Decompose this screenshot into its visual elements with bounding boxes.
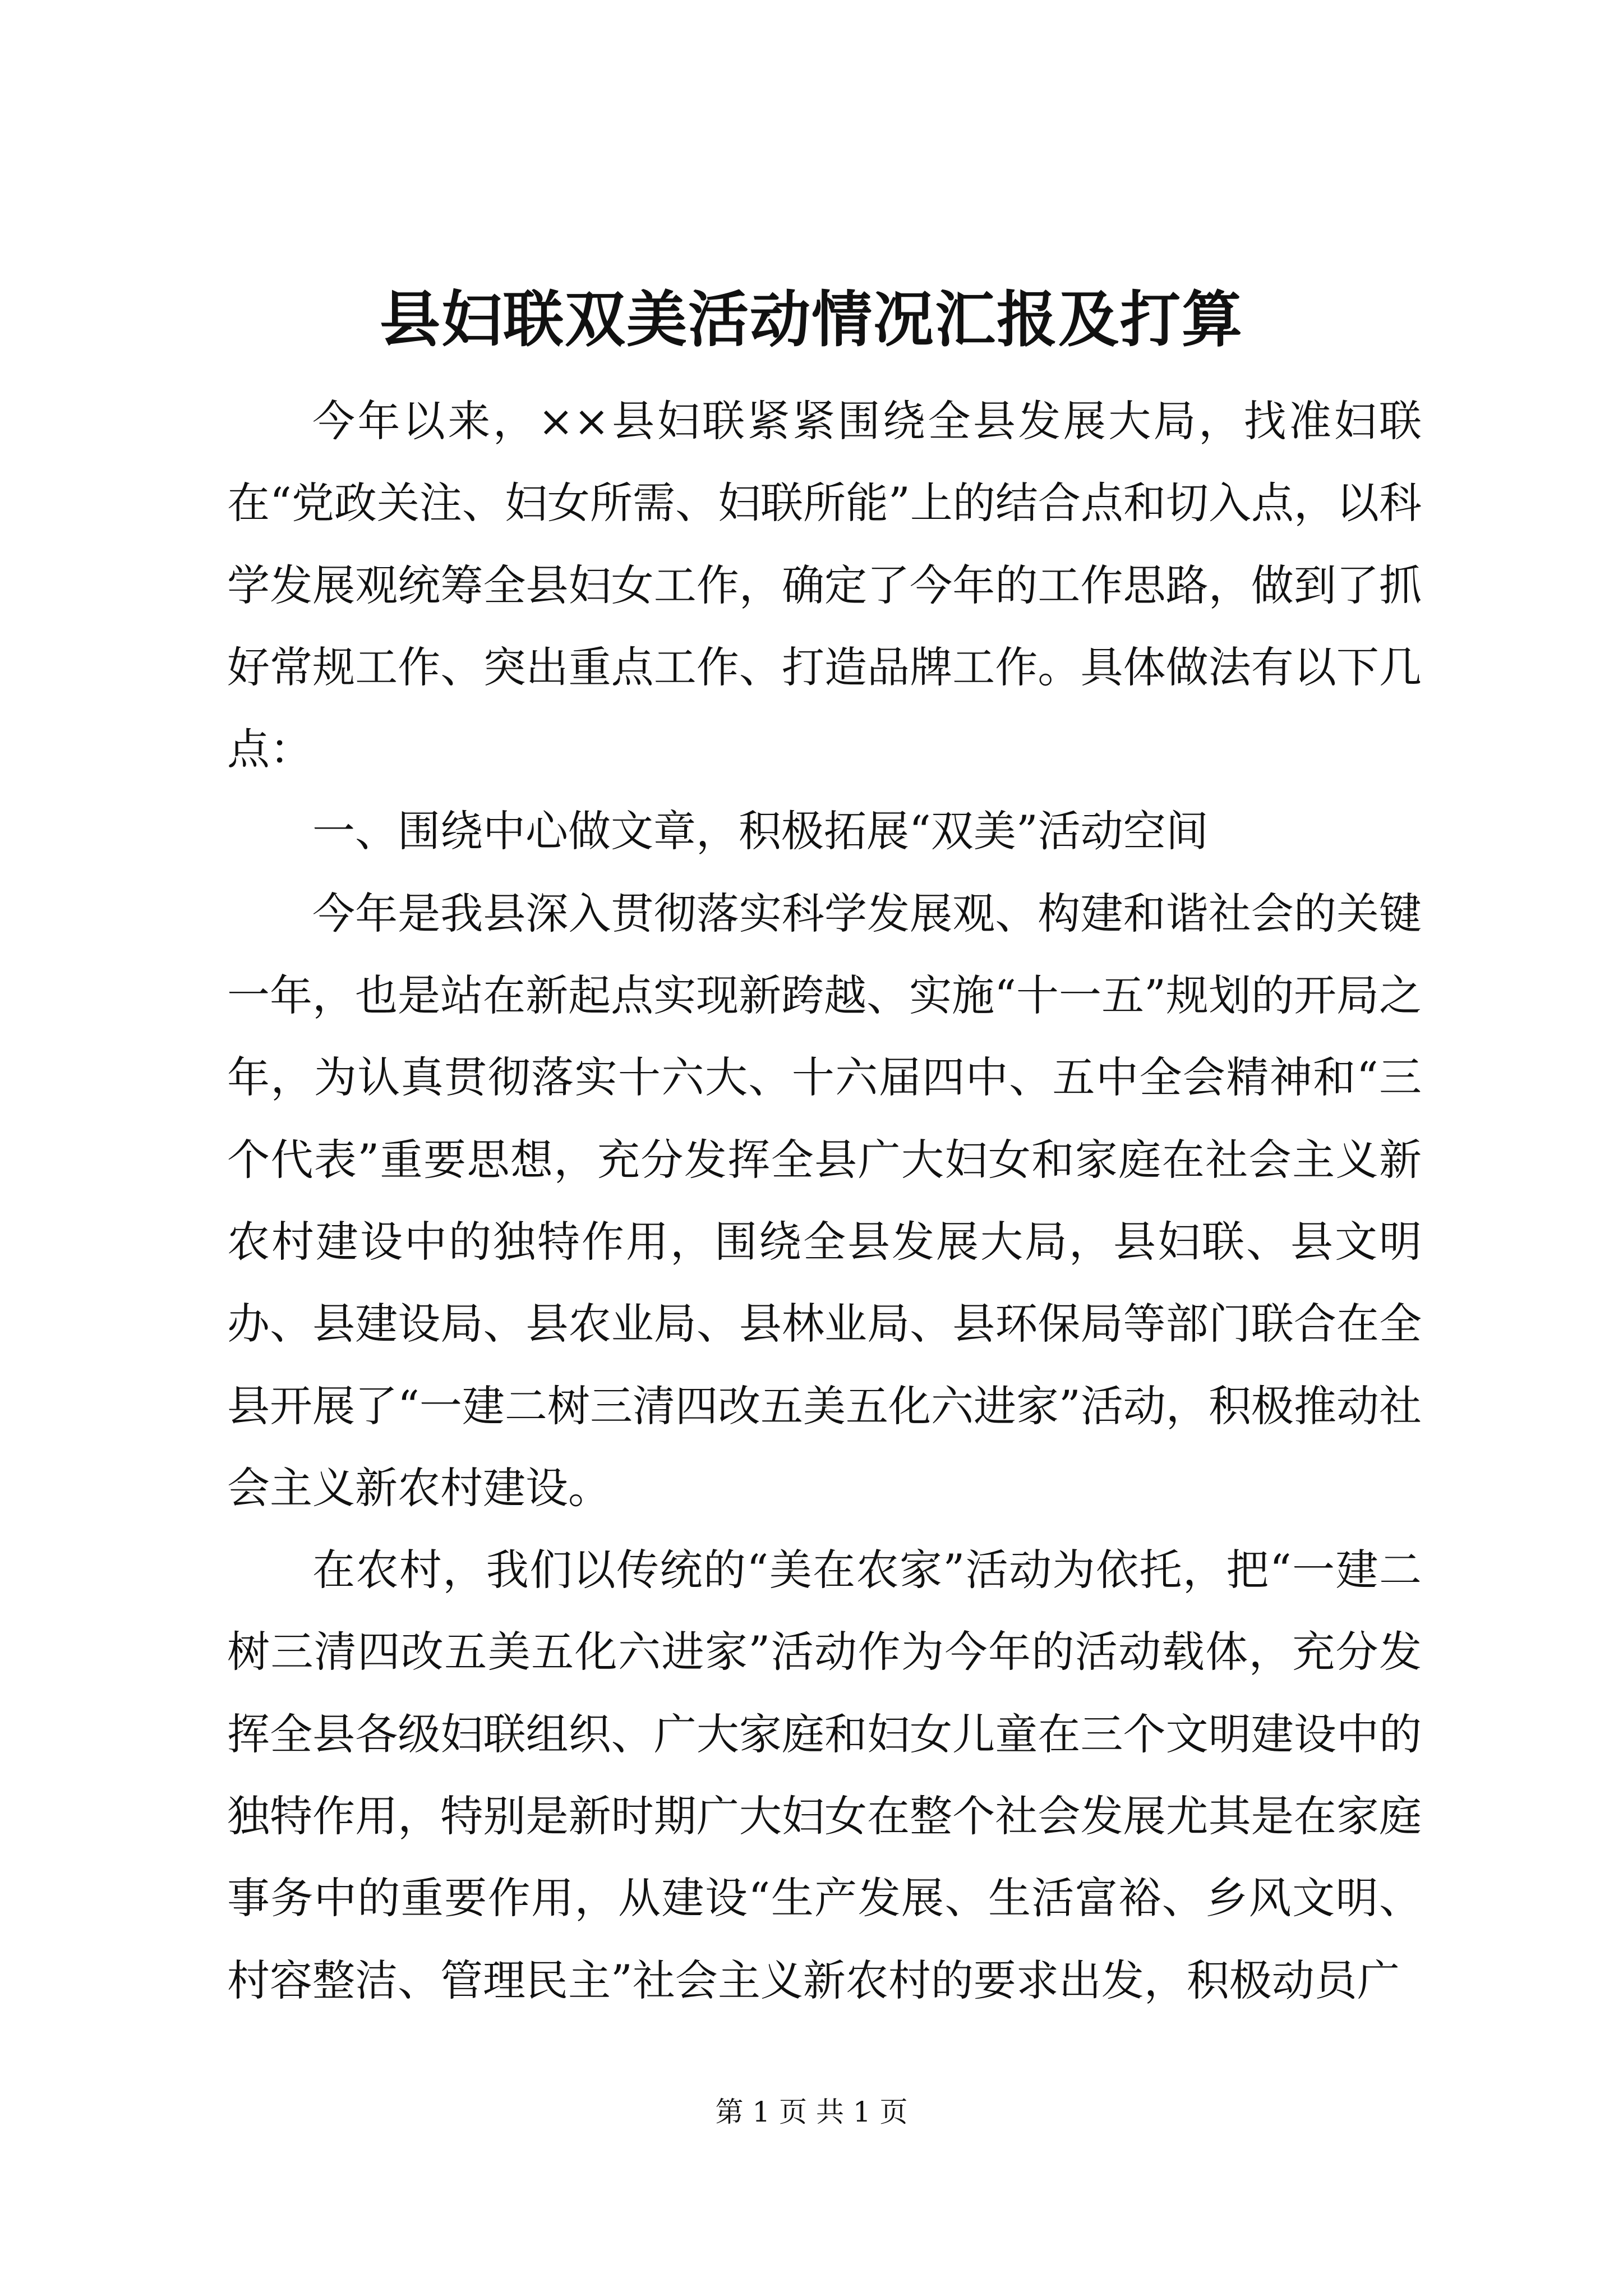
document-title: 县妇联双美活动情况汇报及打算 — [379, 284, 1243, 355]
paragraph-rural-activity: 在农村，我们以传统的“美在农家”活动为依托，把“一建二树三清四改五美五化六进家”活动作为今年的活动载体，充分发挥全县各级妇联组织、广大家庭和妇女儿童在三个文明建设中的独特作用，特别是新时期广大妇女在整个社会发展尤其是在家庭事务中的重要作用，从建设“生产发展、生活富裕、乡风文明、村容整洁、管理民主”社会主义新农村的要求出发，积极动员广 — [227, 1545, 1422, 2005]
page-footer: 第 1 页 共 1 页 — [715, 2096, 908, 2128]
section-heading-1: 一、围绕中心做文章，积极拓展“双美”活动空间 — [312, 806, 1209, 857]
paragraph-intro: 今年以来，××县妇联紧紧围绕全县发展大局，找准妇联在“党政关注、妇女所需、妇联所能”上的结合点和切入点，以科学发展观统筹全县妇女工作，确定了今年的工作思路，做到了抓好常规工作、突出重点工作、打造品牌工作。具体做法有以下几点： — [227, 396, 1422, 775]
document-body — [227, 380, 1422, 2022]
paragraph-background: 今年是我县深入贯彻落实科学发展观、构建和谐社会的关键一年，也是站在新起点实现新跨越、实施“十一五”规划的开局之年，为认真贯彻落实十六大、十六届四中、五中全会精神和“三个代表”重要思想，充分发挥全县广大妇女和家庭在社会主义新农村建设中的独特作用，围绕全县发展大局，县妇联、县文明办、县建设局、县农业局、县林业局、县环保局等部门联合在全县开展了“一建二树三清四改五美五化六进家”活动，积极推动社会主义新农村建设。 — [227, 888, 1422, 1513]
